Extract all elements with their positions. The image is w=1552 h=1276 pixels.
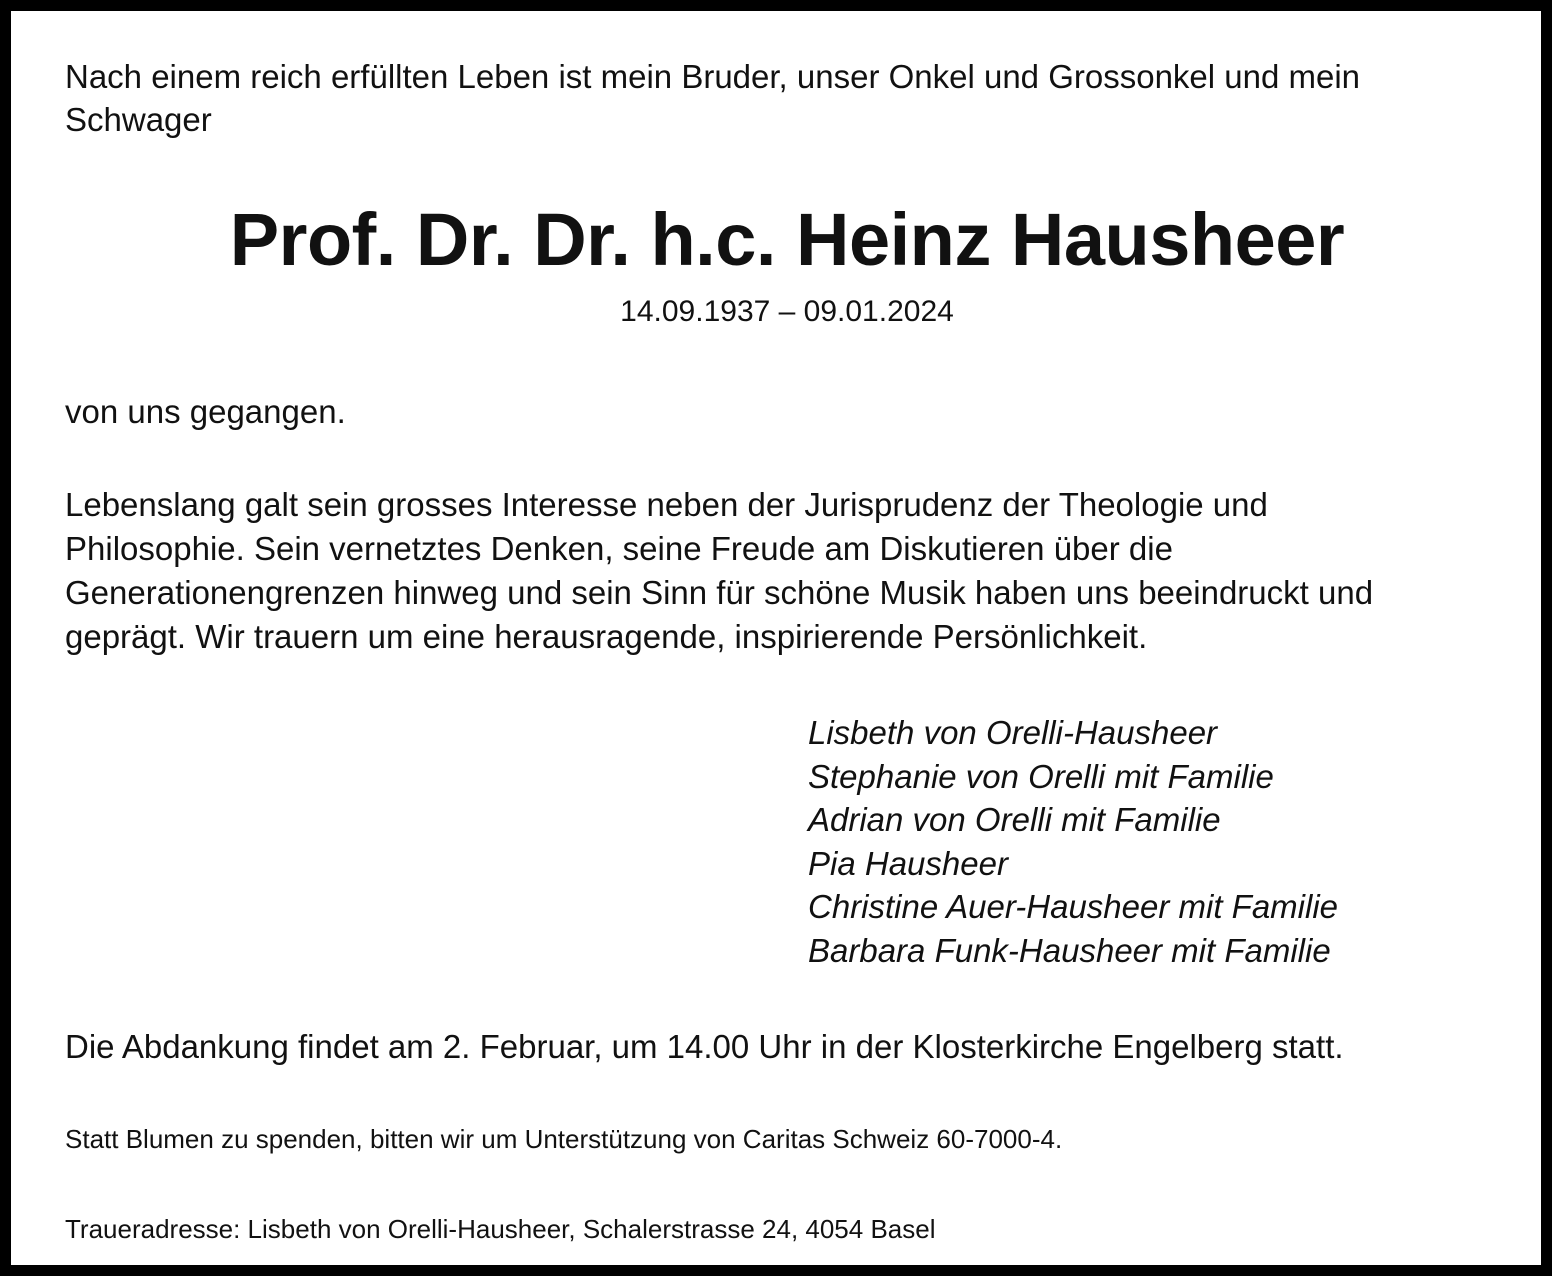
intro-text	[65, 55, 1360, 141]
life-dates: 14.09.1937 – 09.01.2024	[620, 295, 954, 328]
deceased-name: Prof. Dr. Dr. h.c. Heinz Hausheer	[229, 198, 1345, 281]
ceremony-info: Die Abdankung findet am 2. Februar, um 14.00 Uhr in der Klosterkirche Engelberg statt.	[65, 1028, 1344, 1065]
tribute-paragraph	[65, 483, 1373, 659]
intro-line: Schwager	[65, 101, 212, 138]
tribute-line: Lebenslang galt sein grosses Interesse neben der Jurisprudenz der Theologie und	[65, 486, 1268, 523]
mourner-name: Adrian von Orelli mit Familie	[808, 801, 1221, 839]
mourner-name: Lisbeth von Orelli-Hausheer	[808, 714, 1218, 751]
passed-text: von uns gegangen.	[65, 393, 346, 430]
tribute-line: Philosophie. Sein vernetztes Denken, seine Freude am Diskutieren über die	[65, 530, 1173, 567]
donation-note: Statt Blumen zu spenden, bitten wir um Unterstützung von Caritas Schweiz 60-7000-4.	[65, 1124, 1063, 1154]
intro-line: Nach einem reich erfüllten Leben ist mein Bruder, unser Onkel und Grossonkel und mein	[65, 58, 1361, 95]
mourner-name: Christine Auer-Hausheer mit Familie	[808, 888, 1339, 926]
tribute-line: Generationengrenzen hinweg und sein Sinn für schöne Musik haben uns beeindruckt und	[65, 574, 1374, 611]
mourning-address: Traueradresse: Lisbeth von Orelli-Hausheer, Schalerstrasse 24, 4054 Basel	[65, 1214, 936, 1244]
tribute-line: geprägt. Wir trauern um eine herausragende, inspirierende Persönlichkeit.	[65, 618, 1148, 655]
mourner-name: Pia Hausheer	[808, 844, 1008, 882]
mourner-name: Barbara Funk-Hausheer mit Familie	[808, 931, 1331, 969]
mourners-list	[808, 711, 1338, 973]
mourner-name: Stephanie von Orelli mit Familie	[808, 757, 1274, 795]
